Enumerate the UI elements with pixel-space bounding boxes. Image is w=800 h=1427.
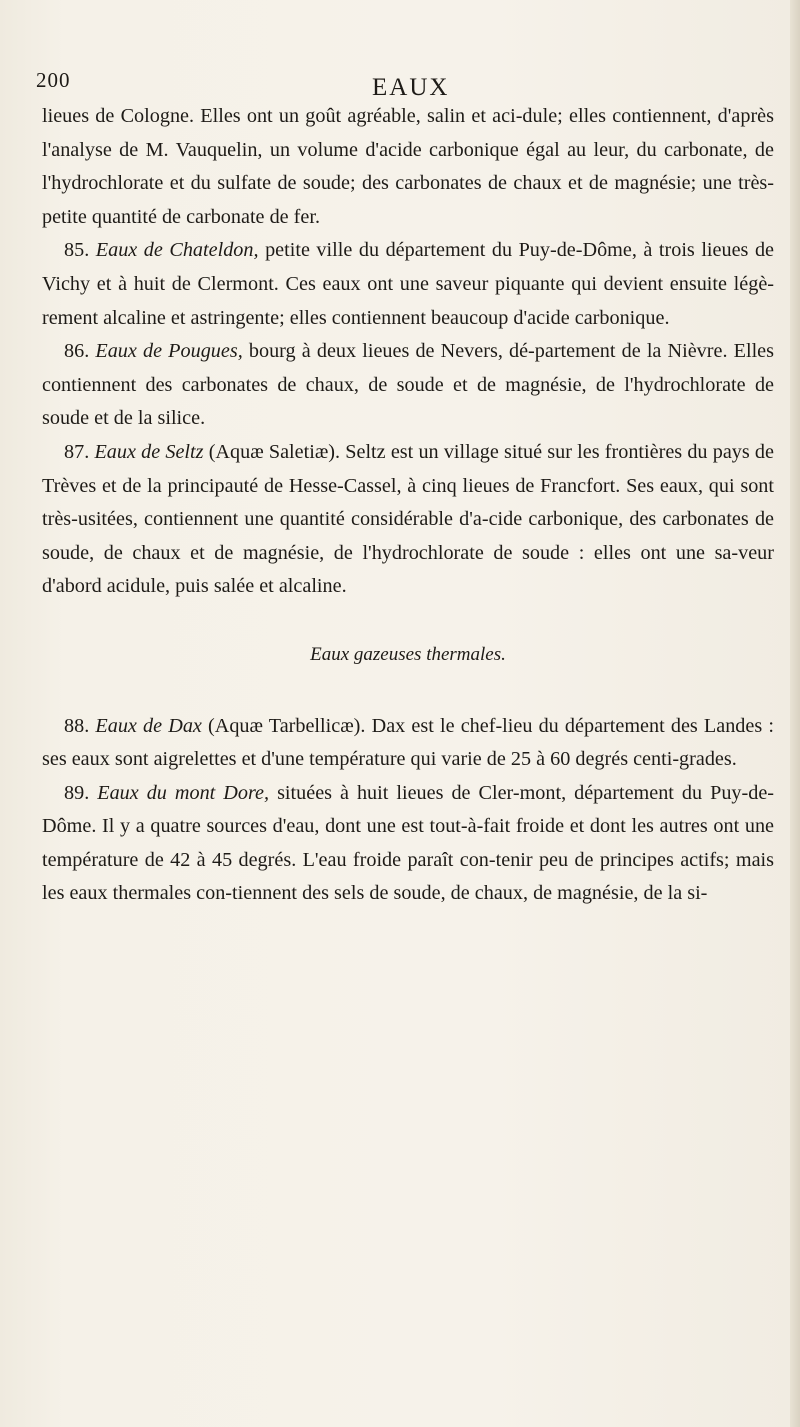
page-number: 200: [36, 68, 71, 92]
paragraph-continuation: [42, 100, 774, 234]
paragraph-text: situées à huit lieues de Cler-mont, département du Puy-de-Dôme. Il y a quatre sources d'eau, dont une est tout-à-fait froide et dont les autres ont une température de 42 à 45 degrés. L'eau froide paraît con-tenir peu de principes actifs; mais les eaux thermales con-tiennent des sels de soude, de chaux, de magnésie, de la si-: [42, 781, 774, 905]
page-edge: [790, 0, 800, 1427]
body-text: [42, 100, 774, 911]
paragraph-number: 89.: [64, 781, 90, 804]
paragraph-title: Eaux de Seltz: [94, 440, 204, 463]
paragraph-87: [42, 436, 774, 604]
section-heading: Eaux gazeuses thermales.: [310, 643, 506, 665]
paragraph-text: lieues de Cologne. Elles ont un goût agréable, salin et aci-dule; elles contiennent, d'après l'analyse de M. Vauquelin, un volume d'acide carbonique égal au leur, du carbonate, de l'hydrochlorate et du sulfate de soude; des carbonates de chaux et de magnésie; une très-petite quantité de carbonate de fer.: [42, 105, 774, 228]
paragraph-89: [42, 777, 774, 911]
paragraph-text: (Aquæ Saletiæ). Seltz est un village situé sur les frontières du pays de Trèves et de la principauté de Hesse-Cassel, à cinq lieues de Francfort. Ses eaux, qui sont très-usitées, contiennent une quantité considérable d'a-cide carbonique, des carbonates de soude, de chaux et de magnésie, de l'hydrochlorate de soude : elles ont une sa-veur d'abord acidule, puis salée et alcaline.: [42, 440, 774, 598]
paragraph-number: 88.: [64, 714, 90, 737]
paragraph-number: 86.: [64, 340, 90, 363]
paragraph-title: Eaux de Chateldon,: [95, 239, 259, 262]
running-title: EAUX: [372, 74, 450, 101]
paragraph-text: bourg à deux lieues de Nevers, dé-partement de la Nièvre. Elles contiennent des carbonates de chaux, de soude et de magnésie, de l'hydrochlorate de soude et de la silice.: [42, 340, 774, 430]
paragraph-text: (Aquæ Tarbellicæ). Dax est le chef-lieu du département des Landes : ses eaux sont aigrelettes et d'une température qui varie de 25 à 60 degrés centi-grades.: [42, 714, 774, 771]
paragraph-title: Eaux de Pougues,: [95, 340, 243, 363]
paragraph-85: [42, 234, 774, 335]
paragraph-number: 87.: [64, 440, 90, 463]
paragraph-text: petite ville du département du Puy-de-Dôme, à trois lieues de Vichy et à huit de Clermont. Ces eaux ont une saveur piquante qui devient ensuite légè-rement alcaline et astringente; elles contiennent beaucoup d'acide carbonique.: [42, 239, 774, 329]
paragraph-88: [42, 710, 774, 777]
page-header: [36, 64, 776, 100]
paragraph-title: Eaux du mont Dore,: [97, 781, 270, 804]
paragraph-number: 85.: [64, 239, 90, 262]
paragraph-86: [42, 335, 774, 436]
paragraph-title: Eaux de Dax: [95, 714, 202, 737]
